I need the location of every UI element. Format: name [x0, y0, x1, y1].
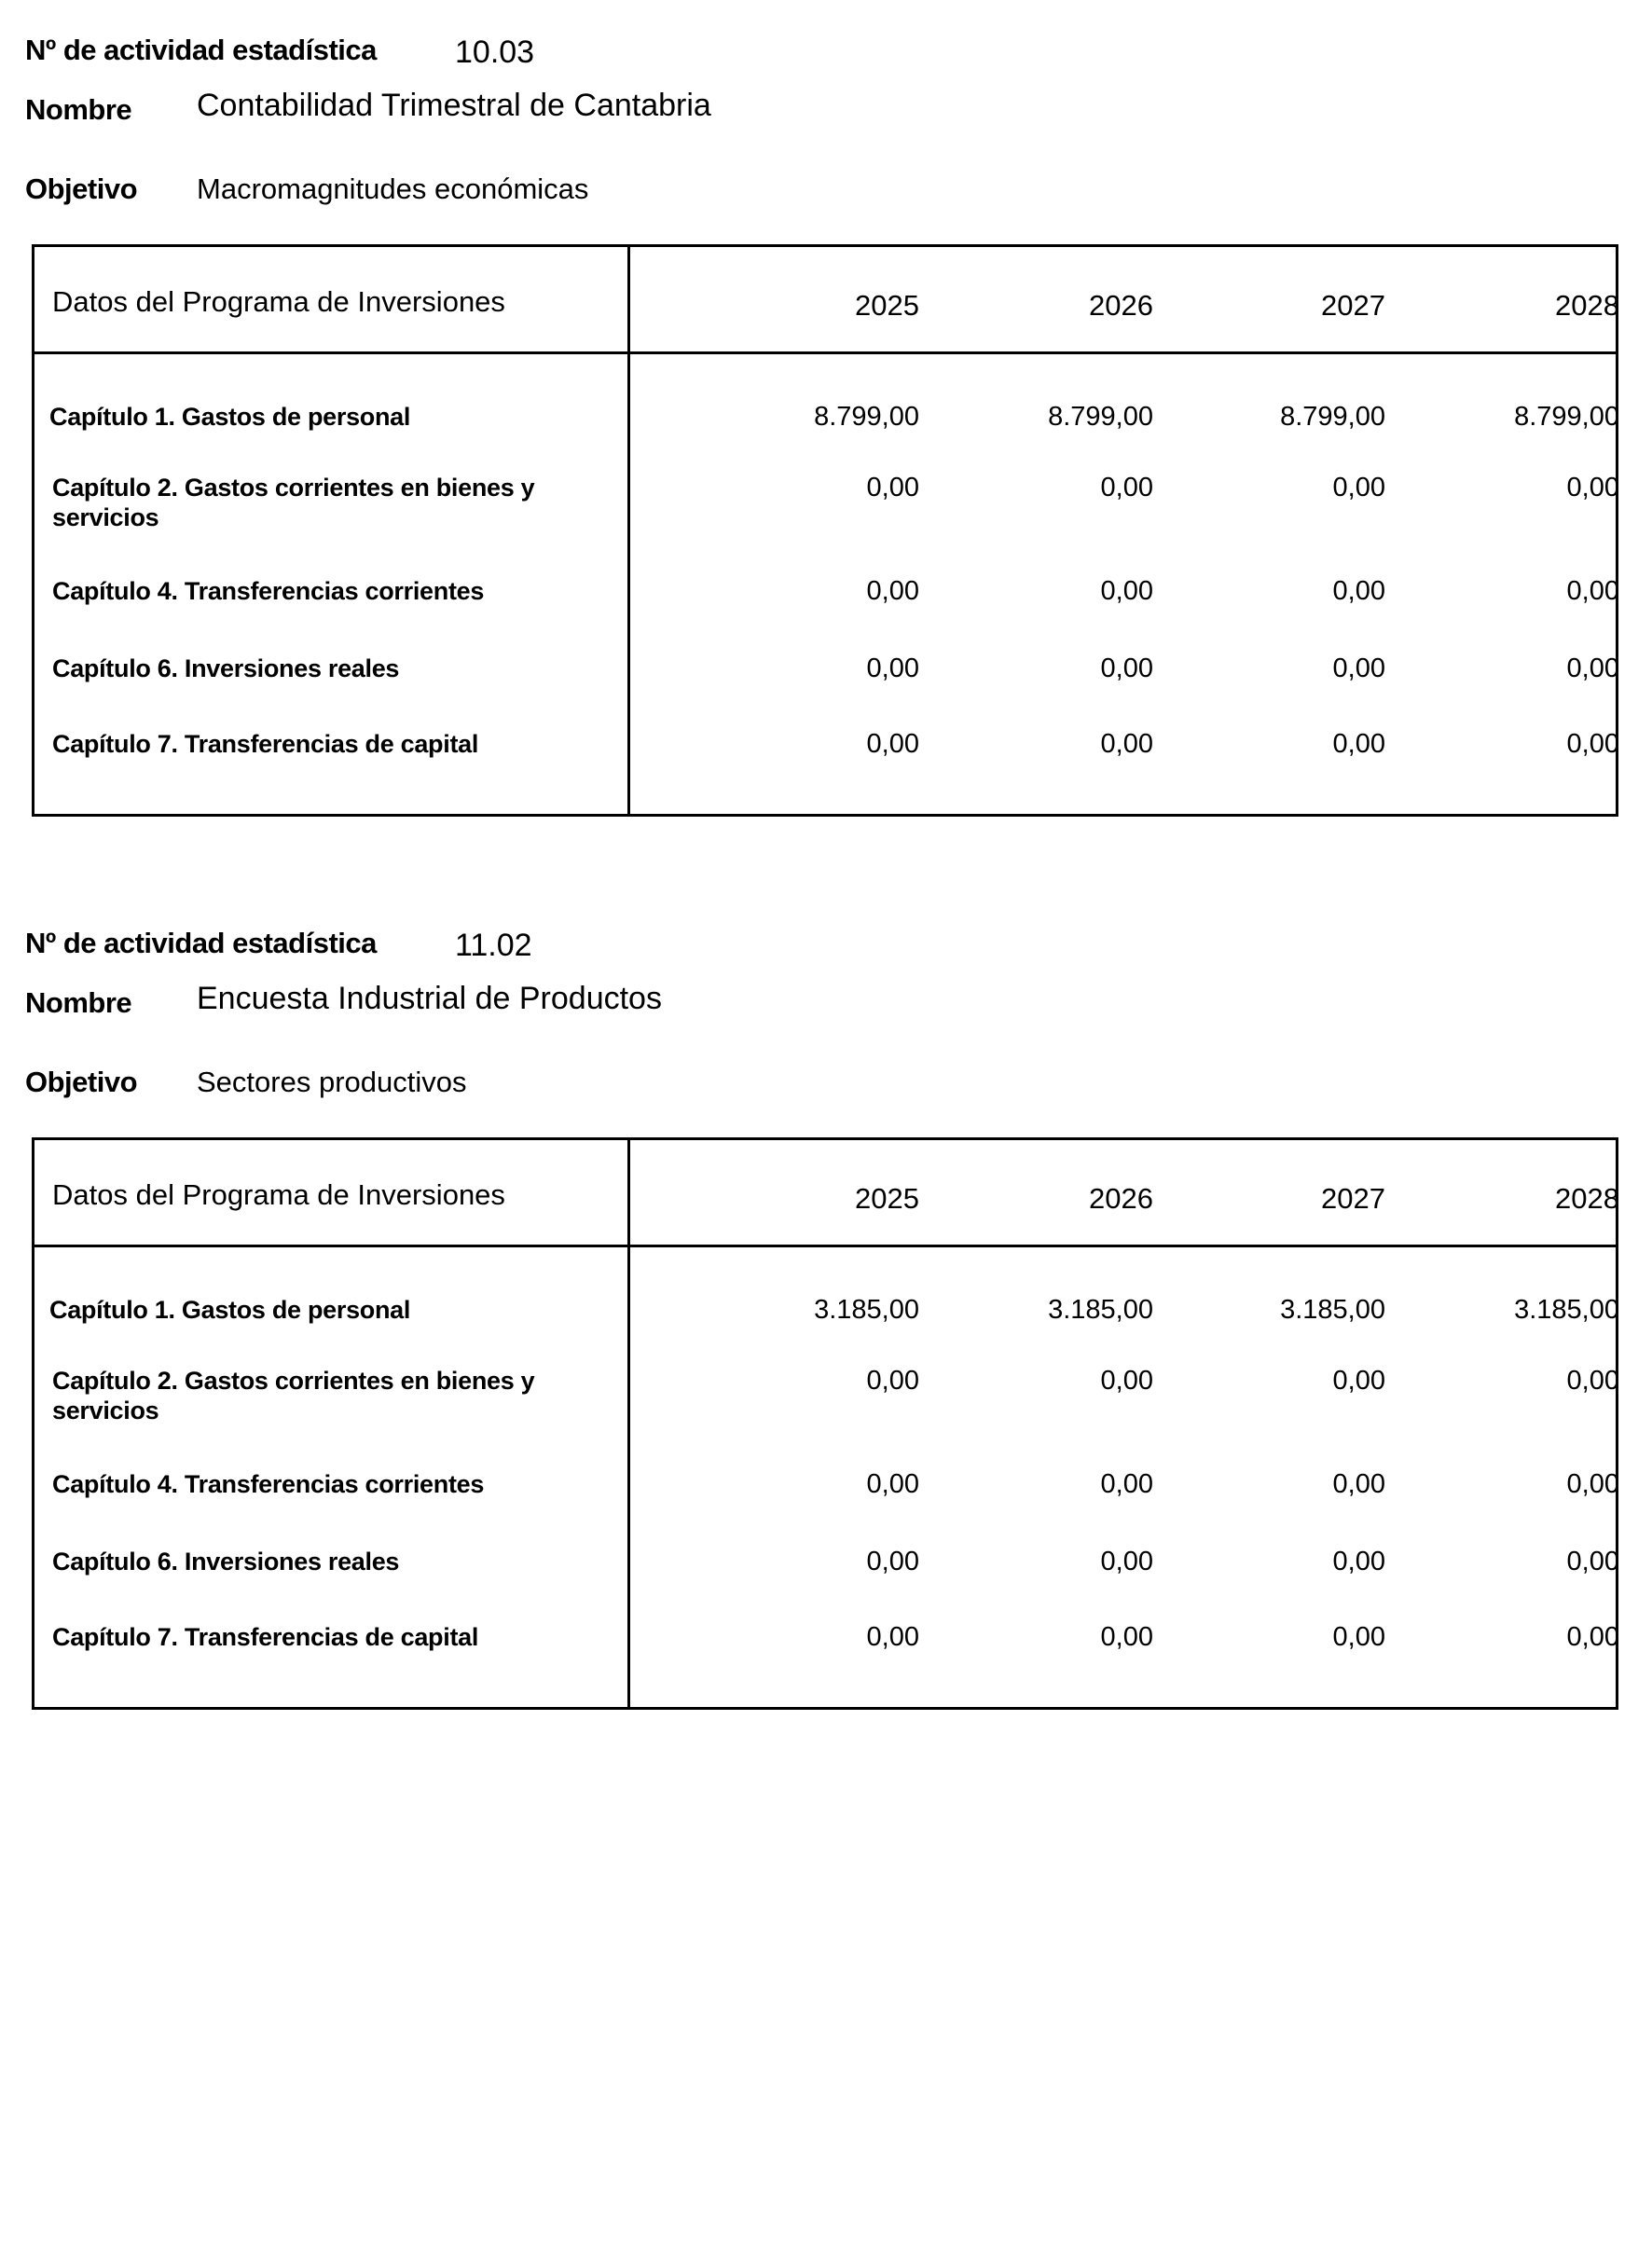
year-header: 2028 — [1555, 1182, 1619, 1215]
year-header: 2025 — [855, 289, 919, 322]
year-header: 2027 — [1321, 1182, 1385, 1215]
table-cell: 0,00 — [1566, 473, 1619, 502]
year-header: 2025 — [855, 1182, 919, 1215]
table-cell: 0,00 — [1100, 1366, 1153, 1396]
chapter-label: Capítulo 4. Transferencias corrientes — [52, 577, 485, 605]
activity-section — [0, 893, 1652, 1732]
table-cell: 0,00 — [866, 654, 919, 683]
table-cell: 0,00 — [866, 1622, 919, 1652]
objective-value: Sectores productivos — [197, 1066, 467, 1098]
table-cell: 0,00 — [1332, 1547, 1385, 1576]
table-cell: 0,00 — [1566, 1547, 1619, 1576]
table-header-divider — [34, 1245, 1616, 1247]
table-cell: 0,00 — [1332, 1469, 1385, 1499]
table-cell: 0,00 — [866, 473, 919, 502]
investment-table — [32, 1137, 1618, 1710]
table-cell: 0,00 — [866, 1366, 919, 1396]
activity-number-value: 11.02 — [455, 928, 532, 963]
table-cell: 0,00 — [866, 729, 919, 759]
table-cell: 0,00 — [1100, 1622, 1153, 1652]
chapter-label: Capítulo 1. Gastos de personal — [49, 403, 411, 431]
table-cell: 0,00 — [1566, 729, 1619, 759]
table-cell: 3.185,00 — [1048, 1295, 1153, 1325]
table-header-title: Datos del Programa de Inversiones — [52, 1178, 505, 1211]
chapter-label: Capítulo 4. Transferencias corrientes — [52, 1470, 485, 1498]
table-cell: 0,00 — [1100, 654, 1153, 683]
table-header-divider — [34, 351, 1616, 354]
table-cell: 0,00 — [1566, 576, 1619, 606]
objective-label: Objetivo — [25, 1066, 138, 1098]
table-cell: 0,00 — [1566, 1469, 1619, 1499]
table-cell: 8.799,00 — [814, 402, 919, 432]
year-header: 2026 — [1089, 1182, 1153, 1215]
table-column-divider — [627, 1140, 630, 1707]
table-cell: 0,00 — [1566, 654, 1619, 683]
table-column-divider — [627, 247, 630, 814]
chapter-label: Capítulo 2. Gastos corrientes en bienes y servicios — [52, 474, 535, 531]
chapter-label: Capítulo 7. Transferencias de capital — [52, 1623, 479, 1651]
table-cell: 3.185,00 — [1280, 1295, 1385, 1325]
table-cell: 8.799,00 — [1048, 402, 1153, 432]
table-cell: 0,00 — [866, 1469, 919, 1499]
table-cell: 0,00 — [1566, 1622, 1619, 1652]
year-header: 2026 — [1089, 289, 1153, 322]
table-cell: 0,00 — [1332, 654, 1385, 683]
table-cell: 0,00 — [1332, 729, 1385, 759]
table-cell: 0,00 — [1100, 576, 1153, 606]
chapter-label: Capítulo 7. Transferencias de capital — [52, 730, 479, 758]
table-cell: 3.185,00 — [814, 1295, 919, 1325]
name-label: Nombre — [25, 93, 132, 126]
table-cell: 0,00 — [1332, 576, 1385, 606]
activity-section — [0, 0, 1652, 839]
table-cell: 0,00 — [1332, 1366, 1385, 1396]
table-cell: 0,00 — [866, 1547, 919, 1576]
chapter-label: Capítulo 6. Inversiones reales — [52, 654, 400, 682]
activity-number-label: Nº de actividad estadística — [25, 34, 377, 66]
table-cell: 0,00 — [1100, 473, 1153, 502]
year-header: 2028 — [1555, 289, 1619, 322]
year-header: 2027 — [1321, 289, 1385, 322]
objective-value: Macromagnitudes económicas — [197, 172, 589, 205]
table-cell: 0,00 — [1566, 1366, 1619, 1396]
table-cell: 8.799,00 — [1280, 402, 1385, 432]
objective-label: Objetivo — [25, 172, 138, 205]
table-cell: 8.799,00 — [1514, 402, 1619, 432]
table-cell: 0,00 — [1100, 1547, 1153, 1576]
name-label: Nombre — [25, 986, 132, 1019]
chapter-label: Capítulo 2. Gastos corrientes en bienes y servicios — [52, 1367, 535, 1424]
activity-number-label: Nº de actividad estadística — [25, 927, 377, 959]
table-cell: 0,00 — [1100, 1469, 1153, 1499]
table-header-title: Datos del Programa de Inversiones — [52, 285, 505, 318]
table-cell: 0,00 — [1332, 473, 1385, 502]
chapter-label: Capítulo 1. Gastos de personal — [49, 1296, 411, 1324]
table-cell: 3.185,00 — [1514, 1295, 1619, 1325]
activity-number-value: 10.03 — [455, 34, 535, 70]
table-cell: 0,00 — [1100, 729, 1153, 759]
chapter-label: Capítulo 6. Inversiones reales — [52, 1548, 400, 1576]
name-value: Contabilidad Trimestral de Cantabria — [197, 88, 711, 123]
table-cell: 0,00 — [866, 576, 919, 606]
table-cell: 0,00 — [1332, 1622, 1385, 1652]
name-value: Encuesta Industrial de Productos — [197, 981, 662, 1016]
investment-table — [32, 244, 1618, 817]
